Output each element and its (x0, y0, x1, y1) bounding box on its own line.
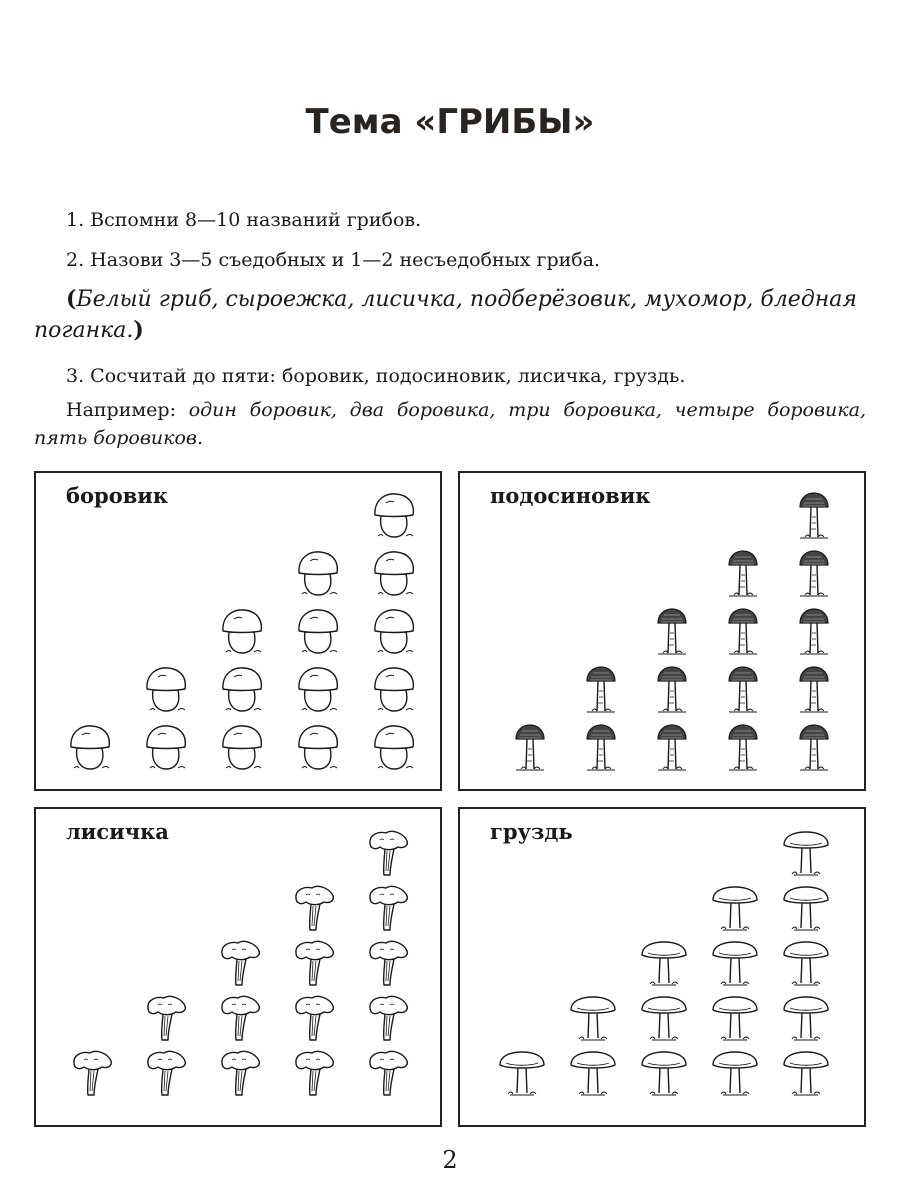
boletus-icon (299, 726, 337, 769)
task-3-example (34, 396, 866, 452)
aspen-mushroom-icon (800, 725, 828, 770)
aspen-mushroom-icon (729, 725, 757, 770)
chanterelle-icon (74, 1051, 111, 1095)
boletus-icon (299, 552, 337, 595)
chanterelle-icon (148, 1051, 185, 1095)
aspen-mushroom-icon (587, 667, 615, 712)
milk-cap-icon (784, 942, 828, 985)
chanterelle-icon (222, 996, 259, 1040)
milk-cap-grid (460, 809, 864, 1125)
boletus-icon (375, 668, 413, 711)
aspen-mushroom-icon (587, 725, 615, 770)
chanterelle-icon (370, 1051, 407, 1095)
page-title: Тема «ГРИБЫ» (305, 102, 595, 142)
task-2: 2. Назови 3—5 съедобных и 1—2 несъедобных гриба. (66, 249, 601, 271)
milk-cap-icon (713, 942, 757, 985)
chanterelle-icon (222, 941, 259, 985)
milk-cap-icon (784, 887, 828, 930)
boletus-icon (299, 610, 337, 653)
example-lead: Например: (66, 399, 189, 421)
boletus-icon (147, 726, 185, 769)
aspen-mushroom-icon (800, 609, 828, 654)
chanterelle-icon (370, 941, 407, 985)
task-2-example (34, 284, 866, 346)
aspen-mushroom-icon (800, 551, 828, 596)
example-counting: один боровик, два боровика, три боровика, четыре боровика, пять боровиков. (34, 399, 867, 449)
page-number: 2 (442, 1146, 458, 1174)
milk-cap-icon (642, 1052, 686, 1095)
aspen-mushroom-icon (516, 725, 544, 770)
aspen-mushroom-icon (800, 667, 828, 712)
milk-cap-icon (784, 1052, 828, 1095)
milk-cap-icon (713, 1052, 757, 1095)
boletus-icon (375, 726, 413, 769)
boletus-icon (375, 494, 413, 537)
panel-label: подосиновик (490, 483, 651, 508)
task-1: 1. Вспомни 8—10 названий грибов. (66, 209, 422, 231)
chanterelle-grid (36, 809, 440, 1125)
milk-cap-icon (784, 997, 828, 1040)
aspen-mushroom-icon (729, 551, 757, 596)
boletus-icon (299, 668, 337, 711)
aspen-mushroom-icon (729, 609, 757, 654)
milk-cap-icon (713, 887, 757, 930)
boletus-icon (147, 668, 185, 711)
chanterelle-icon (370, 996, 407, 1040)
chanterelle-icon (296, 996, 333, 1040)
open-paren: ( (66, 286, 77, 312)
panel-aspen-mushroom (458, 471, 866, 791)
chanterelle-icon (370, 886, 407, 930)
chanterelle-icon (148, 996, 185, 1040)
example-text: Белый гриб, сыроежка, лисичка, подберёзовик, мухомор, бледная поганка. (34, 287, 857, 343)
aspen-mushroom-icon (658, 725, 686, 770)
panel-label: лисичка (66, 819, 169, 844)
close-paren: ) (133, 317, 144, 343)
aspen-mushroom-icon (658, 609, 686, 654)
chanterelle-icon (296, 1051, 333, 1095)
boletus-icon (375, 552, 413, 595)
milk-cap-icon (500, 1052, 544, 1095)
aspen-mushroom-icon (800, 493, 828, 538)
task-3: 3. Сосчитай до пяти: боровик, подосиновик, лисичка, груздь. (66, 365, 686, 387)
chanterelle-icon (370, 831, 407, 875)
panel-label: боровик (66, 483, 169, 508)
boletus-icon (223, 610, 261, 653)
panel-chanterelle (34, 807, 442, 1127)
milk-cap-icon (642, 997, 686, 1040)
aspen-mushroom-grid (460, 473, 864, 789)
milk-cap-icon (713, 997, 757, 1040)
panel-milk-cap (458, 807, 866, 1127)
panel-label: груздь (490, 819, 573, 844)
panel-boletus (34, 471, 442, 791)
chanterelle-icon (296, 941, 333, 985)
boletus-icon (223, 726, 261, 769)
milk-cap-icon (571, 997, 615, 1040)
boletus-icon (375, 610, 413, 653)
boletus-icon (71, 726, 109, 769)
milk-cap-icon (784, 832, 828, 875)
chanterelle-icon (296, 886, 333, 930)
aspen-mushroom-icon (729, 667, 757, 712)
aspen-mushroom-icon (658, 667, 686, 712)
boletus-grid (36, 473, 440, 789)
milk-cap-icon (642, 942, 686, 985)
milk-cap-icon (571, 1052, 615, 1095)
chanterelle-icon (222, 1051, 259, 1095)
boletus-icon (223, 668, 261, 711)
